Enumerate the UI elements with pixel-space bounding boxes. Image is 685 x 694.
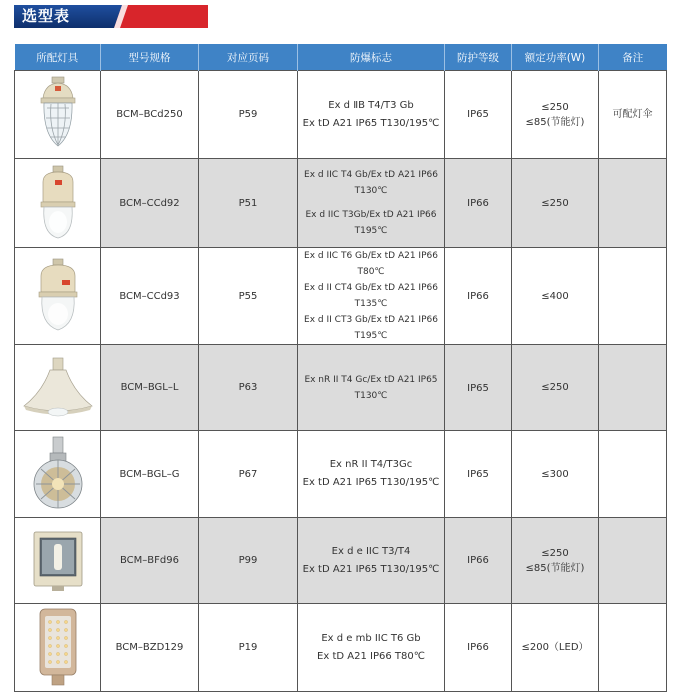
power-cell <box>512 71 599 159</box>
page-cell: P99 <box>199 518 298 604</box>
note-cell <box>599 345 667 431</box>
header-ex-mark: 防爆标志 <box>298 44 445 71</box>
note-cell <box>599 604 667 692</box>
header-lamp: 所配灯具 <box>15 44 101 71</box>
header-power: 额定功率(W) <box>512 44 599 71</box>
model-cell: BCM–BGL–L <box>101 345 199 431</box>
power-cell <box>512 604 599 692</box>
model-cell: BCM–BCd250 <box>101 71 199 159</box>
power-line: ≤400 <box>541 290 569 302</box>
power-cell <box>512 159 599 248</box>
ex-mark-cell <box>298 345 445 431</box>
model-cell: BCM–BZD129 <box>101 604 199 692</box>
power-line: ≤85(节能灯) <box>525 562 585 574</box>
ex-mark-line: Ex d e IIC T3/T4 <box>331 545 411 557</box>
power-line: ≤250 <box>541 197 569 209</box>
ip-cell: IP66 <box>445 248 512 345</box>
power-line: ≤250 <box>541 547 569 559</box>
note-cell <box>599 431 667 518</box>
ex-mark-line: Ex tD A21 IP65 T130/195℃ <box>302 477 440 488</box>
selection-table <box>14 44 667 692</box>
ip-cell: IP65 <box>445 345 512 431</box>
floodlight-icon <box>32 530 84 592</box>
explosion-proof-lamp-icon <box>35 76 81 154</box>
lamp-image-cell <box>15 159 101 248</box>
ex-mark-line: Ex d ⅡB T4/T3 Gb <box>328 99 414 111</box>
lamp-image-cell <box>15 345 101 431</box>
ip-cell: IP66 <box>445 604 512 692</box>
explosion-proof-lamp-icon <box>38 164 78 242</box>
led-panel-lamp-icon <box>38 607 78 689</box>
power-line: ≤200（LED） <box>521 642 589 653</box>
lamp-image-cell <box>15 604 101 692</box>
ex-mark-cell <box>298 159 445 248</box>
header-model: 型号规格 <box>101 44 199 71</box>
ip-cell: IP65 <box>445 431 512 518</box>
page-cell: P63 <box>199 345 298 431</box>
ex-mark-line: Ex d II CT3 Gb/Ex tD A21 IP66 T195℃ <box>304 315 438 341</box>
explosion-proof-lamp-icon <box>35 258 81 334</box>
header-note: 备注 <box>599 44 667 71</box>
table-header-row <box>15 44 667 71</box>
ex-mark-line: Ex d IIC T4 Gb/Ex tD A21 IP66 T130℃ <box>304 170 438 196</box>
page-title: 选型表 <box>22 7 71 25</box>
ex-mark-cell <box>298 604 445 692</box>
canopy-lamp-icon <box>20 356 96 420</box>
power-line: ≤250 <box>541 382 569 393</box>
table-row <box>15 71 667 159</box>
ex-mark-line: Ex d II CT4 Gb/Ex tD A21 IP66 T135℃ <box>304 283 438 309</box>
ex-mark-line: Ex tD A21 IP66 T80℃ <box>317 650 425 662</box>
ip-cell: IP65 <box>445 71 512 159</box>
ex-mark-line: Ex tD A21 IP65 T130/195℃ <box>302 117 440 129</box>
title-banner <box>14 5 208 28</box>
model-cell: BCM–BGL–G <box>101 431 199 518</box>
note-cell <box>599 248 667 345</box>
power-line: ≤250 <box>541 101 569 113</box>
lamp-image-cell <box>15 518 101 604</box>
note-cell: 可配灯伞 <box>599 71 667 159</box>
page-cell: P59 <box>199 71 298 159</box>
model-cell: BCM–BFd96 <box>101 518 199 604</box>
ip-cell: IP66 <box>445 159 512 248</box>
power-cell <box>512 248 599 345</box>
model-cell: BCM–CCd93 <box>101 248 199 345</box>
ip-cell: IP66 <box>445 518 512 604</box>
model-cell: BCM–CCd92 <box>101 159 199 248</box>
ex-mark-cell <box>298 248 445 345</box>
power-line: ≤85(节能灯) <box>525 116 585 128</box>
power-cell <box>512 431 599 518</box>
ex-mark-line: Ex d IIC T6 Gb/Ex tD A21 IP66 T80℃ <box>304 251 438 277</box>
ex-mark-line: Ex d e mb IIC T6 Gb <box>321 632 421 644</box>
ex-mark-cell <box>298 431 445 518</box>
power-line: ≤300 <box>541 468 569 480</box>
ex-mark-line: Ex d IIC T3Gb/Ex tD A21 IP66 T195℃ <box>305 210 437 236</box>
table-row <box>15 518 667 604</box>
ex-mark-cell <box>298 71 445 159</box>
ex-mark-line: Ex nR II T4 Gc/Ex tD A21 IP65 T130℃ <box>304 374 438 401</box>
table-row <box>15 159 667 248</box>
page-cell: P55 <box>199 248 298 345</box>
lamp-image-cell <box>15 431 101 518</box>
globe-lamp-icon <box>30 436 86 512</box>
lamp-image-cell <box>15 71 101 159</box>
note-cell <box>599 159 667 248</box>
table-row <box>15 345 667 431</box>
page-cell: P19 <box>199 604 298 692</box>
note-cell <box>599 518 667 604</box>
ex-mark-line: Ex nR II T4/T3Gc <box>329 459 413 470</box>
table-row <box>15 431 667 518</box>
header-ip: 防护等级 <box>445 44 512 71</box>
table-row <box>15 248 667 345</box>
ex-mark-cell <box>298 518 445 604</box>
power-cell <box>512 345 599 431</box>
ex-mark-line: Ex tD A21 IP65 T130/195℃ <box>302 563 440 575</box>
table-row <box>15 604 667 692</box>
page-cell: P51 <box>199 159 298 248</box>
header-page: 对应页码 <box>199 44 298 71</box>
power-cell <box>512 518 599 604</box>
lamp-image-cell <box>15 248 101 345</box>
page-cell: P67 <box>199 431 298 518</box>
